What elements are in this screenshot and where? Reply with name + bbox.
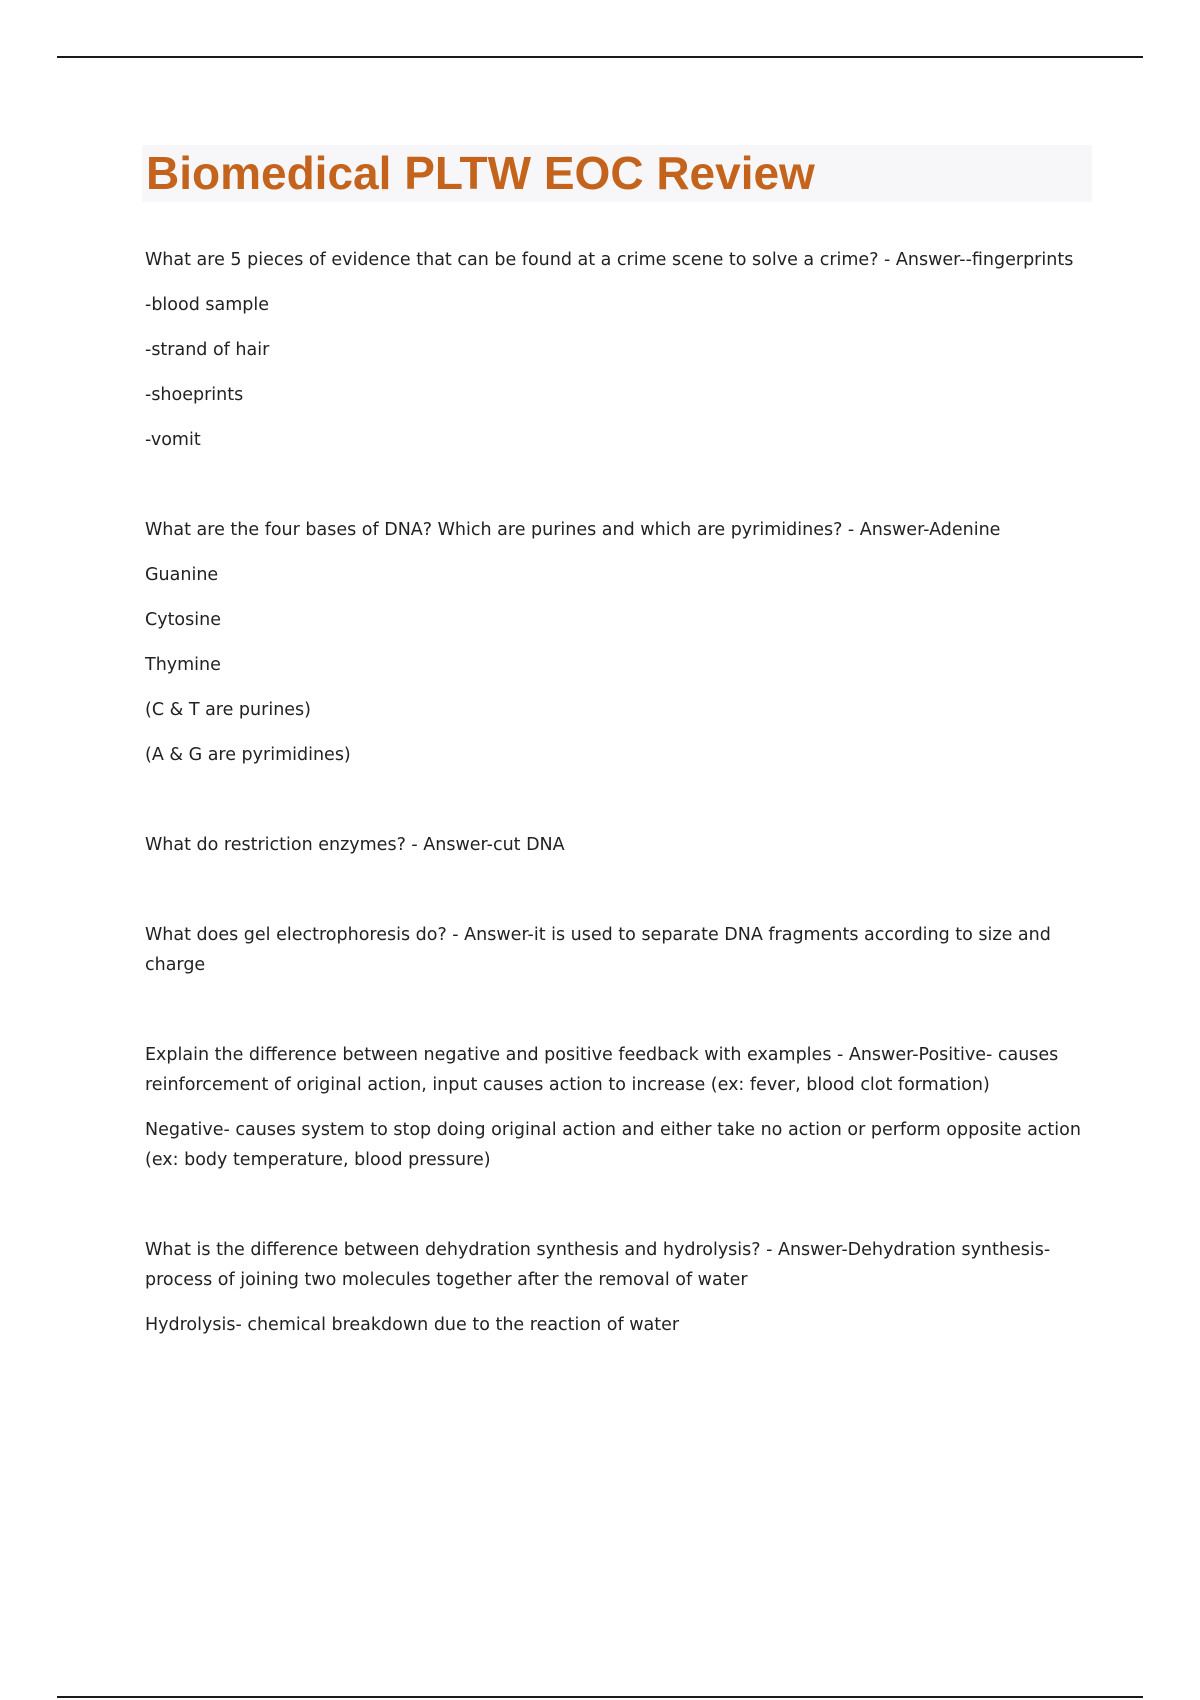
qa-line: Guanine (145, 565, 219, 585)
qa-line: Explain the difference between negative and positive feedback with examples - Answer-Positive- causes reinforcement of original action, input causes action to increase (ex: fever, blood clot formation) (145, 1045, 1059, 1095)
document-title: Biomedical PLTW EOC Review (146, 147, 815, 199)
qa-item-crime-evidence (145, 245, 1085, 455)
qa-line: What does gel electrophoresis do? - Answer-it is used to separate DNA fragments according to size and charge (145, 925, 1051, 975)
header-rule (57, 56, 1143, 58)
qa-line: Cytosine (145, 610, 221, 630)
document-body (145, 245, 1085, 1340)
qa-line: -strand of hair (145, 340, 270, 360)
qa-line: What do restriction enzymes? - Answer-cut DNA (145, 835, 565, 855)
qa-line: Thymine (145, 655, 221, 675)
qa-item-feedback (145, 1040, 1085, 1175)
qa-line: Hydrolysis- chemical breakdown due to the reaction of water (145, 1315, 680, 1335)
qa-line: (C & T are purines) (145, 700, 311, 720)
qa-line: Negative- causes system to stop doing original action and either take no action or perform opposite action (ex: body temperature, blood pressure) (145, 1120, 1081, 1170)
qa-line: What are the four bases of DNA? Which are purines and which are pyrimidines? - Answer-Adenine (145, 520, 1001, 540)
qa-line: (A & G are pyrimidines) (145, 745, 351, 765)
qa-line: -blood sample (145, 295, 269, 315)
qa-item-dehydration-hydrolysis (145, 1235, 1085, 1340)
qa-line: What is the difference between dehydration synthesis and hydrolysis? - Answer-Dehydration synthesis-process of joining two molecules together after the removal of water (145, 1240, 1051, 1290)
footer-rule (57, 1696, 1143, 1698)
qa-item-restriction-enzymes (145, 830, 1085, 860)
qa-item-gel-electrophoresis (145, 920, 1085, 980)
qa-line: What are 5 pieces of evidence that can be found at a crime scene to solve a crime? - Answer--fingerprints (145, 250, 1074, 270)
qa-item-dna-bases (145, 515, 1085, 770)
qa-line: -vomit (145, 430, 201, 450)
qa-line: -shoeprints (145, 385, 244, 405)
